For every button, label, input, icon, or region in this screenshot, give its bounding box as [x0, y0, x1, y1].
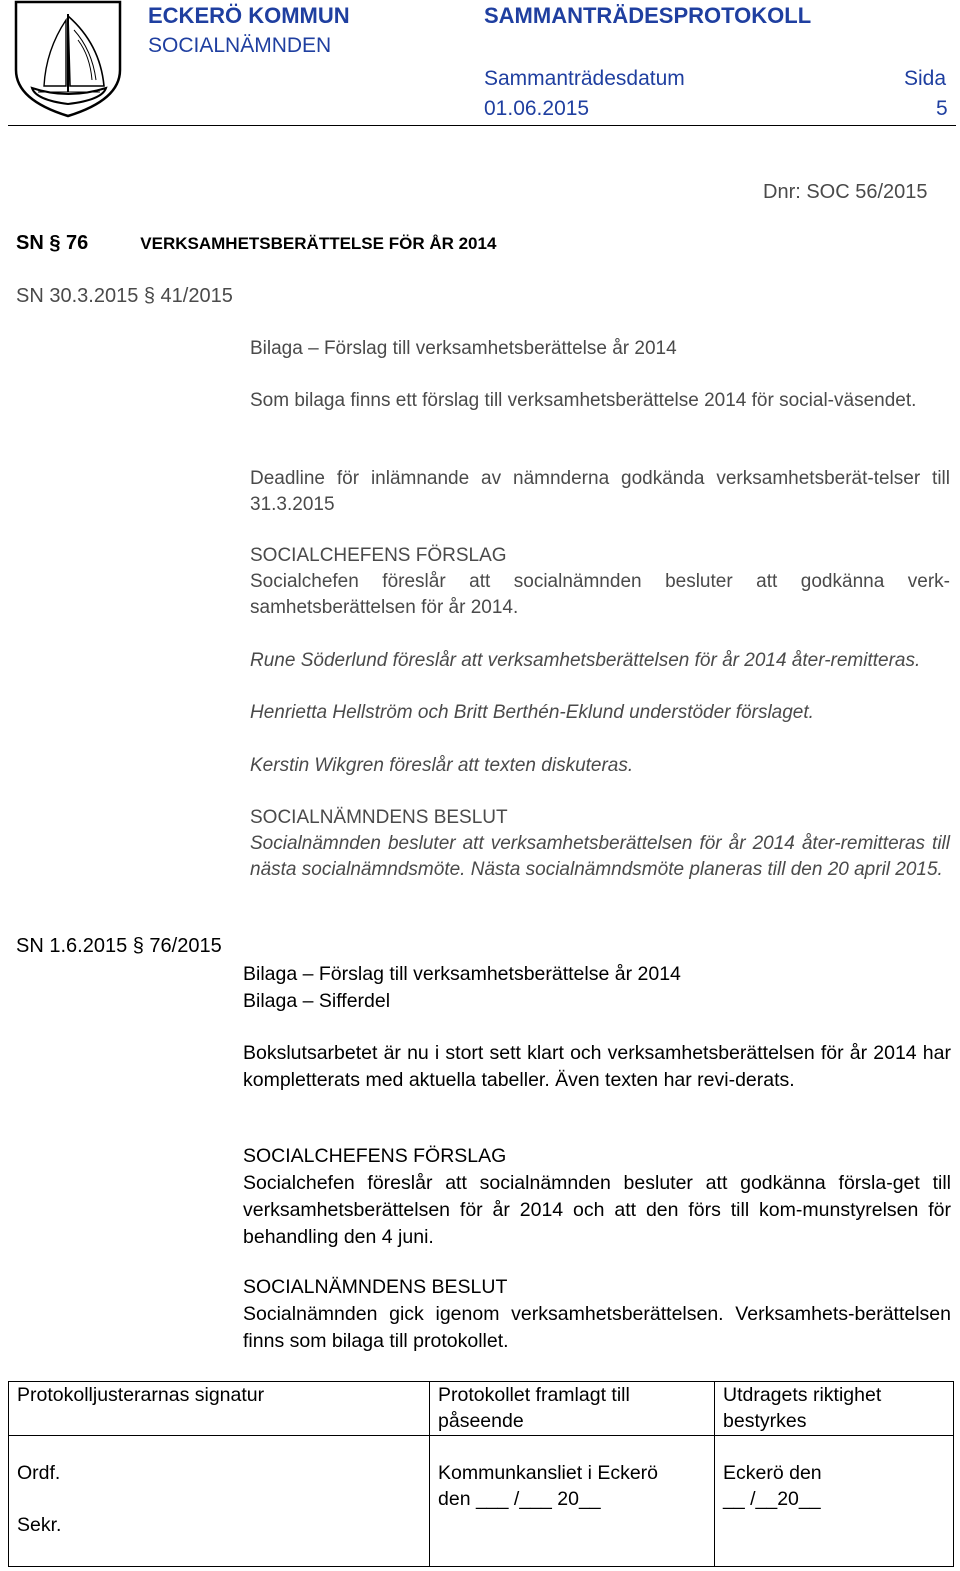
- diary-number: Dnr: SOC 56/2015: [763, 181, 928, 203]
- part2-forslag-heading: SOCIALCHEFENS FÖRSLAG: [243, 1145, 507, 1167]
- certify-date-blank: __ /__20__: [723, 1488, 821, 1510]
- part2-bilaga-2: Bilaga – Sifferdel: [243, 990, 391, 1012]
- part2-forslag-text: Socialchefen föreslår att socialnämnden besluter att godkänna försla-get till verksamhetsberättelsen för år 2014 och att den förs till kom-munstyrelsen för behandling den 4 juni.: [243, 1172, 951, 1248]
- posting-header-line-1: Protokollet framlagt till: [438, 1384, 630, 1406]
- signature-header: Protokolljusterarnas signatur: [17, 1384, 265, 1406]
- section-title: VERKSAMHETSBERÄTTELSE FÖR ÅR 2014: [140, 234, 497, 253]
- part1-paragraph-1: Som bilaga finns ett förslag till verksamhetsberättelse 2014 för social-väsendet.: [250, 390, 917, 411]
- board-name: SOCIALNÄMNDEN: [148, 34, 332, 57]
- part1-beslut-text: Socialnämnden besluter att verksamhetsberättelsen för år 2014 åter-remitteras till nästa socialnämndsmöte. Nästa socialnämndsmöte planeras till den 20 april 2015.: [250, 833, 950, 880]
- section-number: 76: [66, 232, 89, 254]
- meeting-date-label: Sammanträdesdatum: [484, 67, 685, 90]
- part2-paragraph-1: Bokslutsarbetet är nu i stort sett klart och verksamhetsberättelsen för år 2014 har kompletterats med aktuella tabeller. Även texten har revi-derats.: [243, 1042, 951, 1091]
- ship-emblem-icon: [8, 0, 128, 118]
- document-type: SAMMANTRÄDESPROTOKOLL: [484, 3, 812, 28]
- section-heading: [16, 232, 496, 255]
- current-meeting-ref: SN 1.6.2015 § 76/2015: [16, 935, 222, 957]
- paragraph-sign: §: [49, 232, 61, 254]
- certify-header-line-1: Utdragets riktighet: [723, 1384, 882, 1406]
- certify-location: Eckerö den: [723, 1462, 822, 1484]
- part1-beslut-heading: SOCIALNÄMNDENS BESLUT: [250, 807, 508, 828]
- chair-signature-label: Ordf.: [17, 1462, 61, 1484]
- previous-meeting-ref: SN 30.3.2015 § 41/2015: [16, 285, 233, 307]
- posting-header-line-2: påseende: [438, 1410, 524, 1432]
- part2-bilaga-1: Bilaga – Förslag till verksamhetsberättelse år 2014: [243, 963, 681, 985]
- page-label: Sida: [904, 67, 947, 90]
- part1-rune-proposal: Rune Söderlund föreslår att verksamhetsberättelsen för år 2014 åter-remitteras.: [250, 650, 921, 671]
- posting-header-cell: [430, 1382, 715, 1436]
- signature-header-cell: [9, 1382, 430, 1436]
- part1-paragraph-2: Deadline för inlämnande av nämnderna godkända verksamhetsberät-telser till 31.3.2015: [250, 468, 950, 515]
- part1-forslag-text: Socialchefen föreslår att socialnämnden besluter att godkänna verk-samhetsberättelsen för år 2014.: [250, 571, 950, 618]
- posting-location: Kommunkansliet i Eckerö: [438, 1462, 659, 1484]
- header-divider: [8, 125, 956, 126]
- certify-header-line-2: bestyrkes: [723, 1410, 807, 1432]
- municipality-logo: [8, 0, 128, 118]
- part1-kerstin-proposal: Kerstin Wikgren föreslår att texten diskuteras.: [250, 755, 634, 776]
- part1-bilaga: Bilaga – Förslag till verksamhetsberättelse år 2014: [250, 338, 677, 359]
- signature-fields-cell: [9, 1436, 430, 1567]
- posting-date-blank: den ___ /___ 20__: [438, 1488, 601, 1510]
- part1-forslag-heading: SOCIALCHEFENS FÖRSLAG: [250, 545, 507, 566]
- certify-header-cell: [715, 1382, 954, 1436]
- signature-table: [8, 1381, 954, 1567]
- part2-beslut-text: Socialnämnden gick igenom verksamhetsberättelsen. Verksamhets-berättelsen finns som bilaga till protokollet.: [243, 1303, 951, 1352]
- municipality-name: ECKERÖ KOMMUN: [148, 3, 350, 28]
- certify-fields-cell: [715, 1436, 954, 1567]
- posting-fields-cell: [430, 1436, 715, 1567]
- page-number: 5: [936, 97, 948, 120]
- section-code: SN: [16, 232, 44, 254]
- secretary-signature-label: Sekr.: [17, 1514, 62, 1536]
- part1-henrietta-support: Henrietta Hellström och Britt Berthén-Eklund understöder förslaget.: [250, 702, 814, 723]
- part2-beslut-heading: SOCIALNÄMNDENS BESLUT: [243, 1276, 508, 1298]
- meeting-date: 01.06.2015: [484, 97, 590, 120]
